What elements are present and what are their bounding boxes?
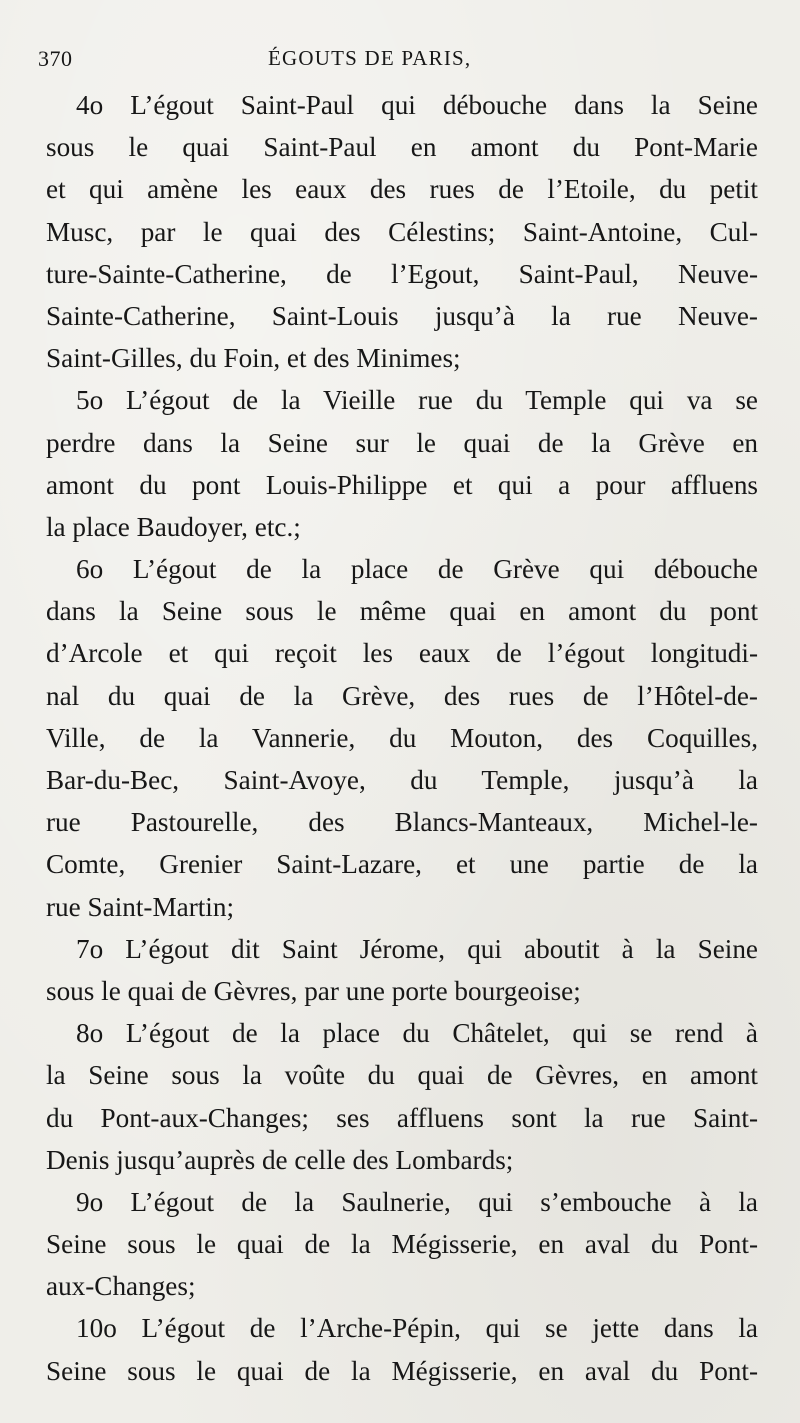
text-line: Comte, Grenier Saint-Lazare, et une partie de la bbox=[46, 849, 758, 880]
text-line: Denis jusqu’auprès de celle des Lombards; bbox=[46, 1144, 514, 1175]
text-line: Seine sous le quai de la Mégisserie, en aval du Pont- bbox=[46, 1229, 758, 1260]
text-line: 8o L’égout de la place du Châtelet, qui se rend à bbox=[76, 1018, 758, 1049]
page-header bbox=[38, 46, 778, 76]
text-line: sous le quai de Gèvres, par une porte bourgeoise; bbox=[46, 975, 581, 1006]
text-line: Musc, par le quai des Célestins; Saint-Antoine, Cul- bbox=[46, 216, 758, 247]
text-line: Bar-du-Bec, Saint-Avoye, du Temple, jusqu’à la bbox=[46, 765, 758, 795]
text-line: 6o L’égout de la place de Grève qui débouche bbox=[76, 554, 758, 585]
text-line: dans la Seine sous le même quai en amont du pont bbox=[46, 596, 758, 627]
text-line: 10o L’égout de l’Arche-Pépin, qui se jette dans la bbox=[76, 1313, 758, 1344]
text-line: amont du pont Louis-Philippe et qui a pour affluens bbox=[46, 469, 758, 500]
text-line: rue Pastourelle, des Blancs-Manteaux, Michel-le- bbox=[46, 807, 758, 838]
text-line: Ville, de la Vannerie, du Mouton, des Coquilles, bbox=[46, 722, 758, 753]
text-line: et qui amène les eaux des rues de l’Etoile, du petit bbox=[46, 174, 758, 205]
text-line: d’Arcole et qui reçoit les eaux de l’égout longitudi- bbox=[46, 638, 758, 669]
text-line: Sainte-Catherine, Saint-Louis jusqu’à la rue Neuve- bbox=[46, 300, 758, 331]
text-line: ture-Sainte-Catherine, de l’Egout, Saint-Paul, Neuve- bbox=[46, 258, 758, 289]
text-line: 4o L’égout Saint-Paul qui débouche dans la Seine bbox=[76, 90, 758, 120]
text-line: la Seine sous la voûte du quai de Gèvres, en amont bbox=[46, 1060, 758, 1091]
text-line: 9o L’égout de la Saulnerie, qui s’embouche à la bbox=[76, 1186, 758, 1217]
running-title: ÉGOUTS DE PARIS, bbox=[268, 46, 472, 70]
text-line: sous le quai Saint-Paul en amont du Pont-Marie bbox=[46, 132, 758, 163]
text-line: perdre dans la Seine sur le quai de la Grève en bbox=[46, 427, 758, 458]
text-line: aux-Changes; bbox=[46, 1271, 196, 1302]
text-line: nal du quai de la Grève, des rues de l’Hôtel-de- bbox=[46, 680, 758, 711]
body-text bbox=[46, 84, 758, 1392]
text-line: Saint-Gilles, du Foin, et des Minimes; bbox=[46, 343, 461, 374]
text-line: la place Baudoyer, etc.; bbox=[46, 511, 301, 542]
page-number: 370 bbox=[38, 46, 73, 71]
text-line: 5o L’égout de la Vieille rue du Temple qui va se bbox=[76, 385, 758, 416]
text-line: 7o L’égout dit Saint Jérome, qui aboutit à la Seine bbox=[76, 933, 758, 964]
text-line: du Pont-aux-Changes; ses affluens sont la rue Saint- bbox=[46, 1102, 758, 1133]
text-line: rue Saint-Martin; bbox=[46, 891, 235, 922]
text-line: Seine sous le quai de la Mégisserie, en aval du Pont- bbox=[46, 1355, 758, 1386]
